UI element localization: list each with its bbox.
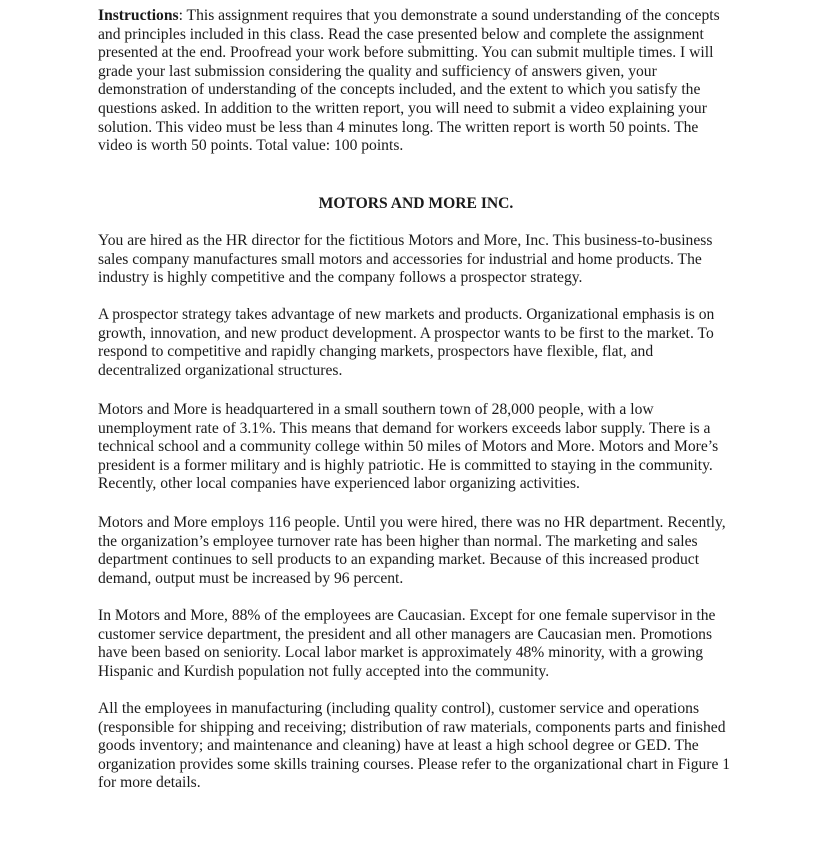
paragraph-prospector-strategy: A prospector strategy takes advantage of new markets and products. Organizational emphasis is on growth, innovation, and new product development. A prospector wants to be first to the market. To respond to competitive and rapidly changing markets, prospectors have flexible, flat, and decentralized organizational structures. [98, 306, 715, 379]
paragraph-hired-hr-director: You are hired as the HR director for the fictitious Motors and More, Inc. This business-to-business sales company manufactures small motors and accessories for industrial and home products. The industry is highly competitive and the company follows a prospector strategy. [98, 232, 713, 287]
paragraph-employees-turnover: Motors and More employs 116 people. Until you were hired, there was no HR department. Recently, the organization’s employee turnover rate has been higher than normal. The marketing and sales department continues to sell products to an expanding market. Because of this increased product demand, output must be increased by 96 percent. [98, 514, 726, 587]
instructions-lead: Instructions [98, 7, 179, 24]
instructions-text: : This assignment requires that you demonstrate a sound understanding of the concepts and principles included in this class. Read the case presented below and complete the assignment presented at the end. Proofread your work before submitting. You can submit multiple times. I will grade your last submission considering the quality and sufficiency of answers given, your demonstration of understanding of the concepts included, and the extent to which you satisfy the questions asked. In addition to the written report, you will need to submit a video explaining your solution. This video must be less than 4 minutes long. The written report is worth 50 points. The video is worth 50 points. Total value: 100 points. [98, 7, 720, 155]
paragraph-demographics: In Motors and More, 88% of the employees are Caucasian. Except for one female supervisor in the customer service department, the president and all other managers are Caucasian men. Promotions have been based on seniority. Local labor market is approximately 48% minority, with a growing Hispanic and Kurdish population not fully accepted into the community. [98, 607, 716, 680]
paragraph-headquarters: Motors and More is headquartered in a small southern town of 28,000 people, with a low unemployment rate of 3.1%. This means that demand for workers exceeds labor supply. There is a technical school and a community college within 50 miles of Motors and More. Motors and More’s president is a former military and is highly patriotic. He is committed to staying in the community. Recently, other local companies have experienced labor organizing activities. [98, 401, 719, 493]
instructions-paragraph [98, 7, 734, 156]
case-title: MOTORS AND MORE INC. [318, 195, 514, 212]
paragraph-employee-education: All the employees in manufacturing (including quality control), customer service and operations (responsible for shipping and receiving; distribution of raw materials, components parts and finished goods inventory; and maintenance and cleaning) have at least a high school degree or GED. The organization provides some skills training courses. Please refer to the organizational chart in Figure 1 for more details. [98, 700, 731, 792]
